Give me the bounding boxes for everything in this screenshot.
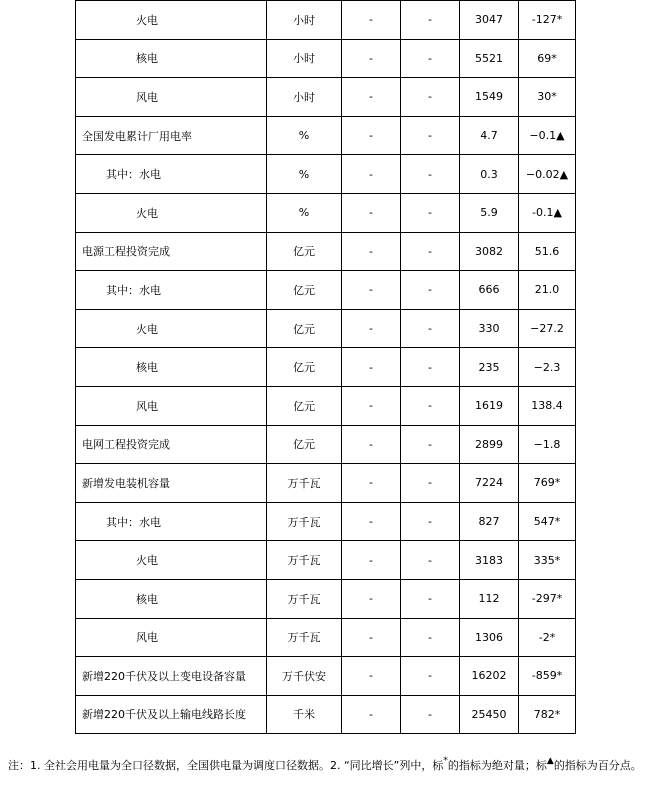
period-change-cell-text: - xyxy=(428,283,432,297)
yoy-change-cell-text: −0.1▲ xyxy=(529,129,565,143)
period-change-cell-text: - xyxy=(428,437,432,451)
unit-cell xyxy=(267,695,342,734)
period-change-cell xyxy=(401,425,460,464)
indicator-name-text: 核电 xyxy=(136,52,158,66)
cumulative-value-cell-text: 330 xyxy=(478,322,500,336)
period-value-cell-text: - xyxy=(369,90,373,104)
indicator-name xyxy=(76,541,267,580)
footnote-text-1: 注：1. 全社会用电量为全口径数据，全国供电量为调度口径数据。2. “同比增长”列中，标 xyxy=(8,759,444,772)
yoy-change-cell-text: 769* xyxy=(533,476,561,490)
yoy-change-cell xyxy=(519,155,576,194)
table-row xyxy=(76,155,576,194)
period-value-cell-text: - xyxy=(369,437,373,451)
unit-cell-text: % xyxy=(298,129,310,143)
cumulative-value-cell xyxy=(460,386,519,425)
cumulative-value-cell xyxy=(460,695,519,734)
unit-cell-text: 万千伏安 xyxy=(282,669,326,683)
table-row xyxy=(76,657,576,696)
yoy-change-cell-text: 69* xyxy=(537,51,557,65)
star-mark: * xyxy=(443,756,448,766)
indicator-name-text: 核电 xyxy=(136,361,158,375)
indicator-name-text: 新增220千伏及以上变电设备容量 xyxy=(82,669,246,683)
unit-cell-text: % xyxy=(298,206,310,220)
unit-cell-text: 亿元 xyxy=(293,399,315,413)
yoy-change-cell-text: -297* xyxy=(531,592,563,606)
period-change-cell-text: - xyxy=(428,51,432,65)
indicator-name-text: 电源工程投资完成 xyxy=(82,245,170,259)
period-change-cell-text: - xyxy=(428,515,432,529)
unit-cell-text: 亿元 xyxy=(293,361,315,375)
indicator-name xyxy=(76,271,267,310)
cumulative-value-cell-text: 666 xyxy=(478,283,500,297)
cumulative-value-cell xyxy=(460,39,519,78)
cumulative-value-cell xyxy=(460,502,519,541)
table-row xyxy=(76,309,576,348)
table-row xyxy=(76,116,576,155)
cumulative-value-cell xyxy=(460,193,519,232)
yoy-change-cell xyxy=(519,309,576,348)
cumulative-value-cell-text: 4.7 xyxy=(480,129,498,143)
yoy-change-cell-text: −27.2 xyxy=(530,322,564,336)
period-change-cell xyxy=(401,695,460,734)
period-change-cell xyxy=(401,502,460,541)
cumulative-value-cell-text: 25450 xyxy=(471,707,507,721)
cumulative-value-cell xyxy=(460,348,519,387)
unit-cell-text: 万千瓦 xyxy=(287,592,321,606)
period-value-cell xyxy=(342,425,401,464)
yoy-change-cell xyxy=(519,464,576,503)
cumulative-value-cell xyxy=(460,155,519,194)
period-change-cell xyxy=(401,348,460,387)
period-change-cell-text: - xyxy=(428,592,432,606)
table-row xyxy=(76,425,576,464)
cumulative-value-cell xyxy=(460,579,519,618)
cumulative-value-cell-text: 5.9 xyxy=(480,206,498,220)
cumulative-value-cell xyxy=(460,618,519,657)
indicator-name xyxy=(76,618,267,657)
unit-cell xyxy=(267,348,342,387)
table-row xyxy=(76,348,576,387)
indicator-name xyxy=(76,1,267,40)
unit-cell-text: 小时 xyxy=(293,52,315,66)
indicator-name-text: 风电 xyxy=(136,631,158,645)
indicator-name xyxy=(76,695,267,734)
unit-cell-text: 万千瓦 xyxy=(287,476,321,490)
period-value-cell-text: - xyxy=(369,167,373,181)
indicator-name-text: 电网工程投资完成 xyxy=(82,438,170,452)
yoy-change-cell xyxy=(519,386,576,425)
period-value-cell-text: - xyxy=(369,515,373,529)
yoy-change-cell xyxy=(519,502,576,541)
unit-cell-text: 小时 xyxy=(293,90,315,104)
cumulative-value-cell xyxy=(460,78,519,117)
period-change-cell xyxy=(401,309,460,348)
cumulative-value-cell-text: 3183 xyxy=(475,553,503,567)
table-row xyxy=(76,193,576,232)
period-value-cell xyxy=(342,464,401,503)
yoy-change-cell-text: 51.6 xyxy=(534,244,560,258)
period-value-cell xyxy=(342,193,401,232)
indicator-name-text: 其中：水电 xyxy=(106,515,161,529)
indicator-name-text: 风电 xyxy=(136,90,158,104)
yoy-change-cell xyxy=(519,541,576,580)
triangle-mark: ▲ xyxy=(546,756,554,766)
period-change-cell-text: - xyxy=(428,322,432,336)
period-value-cell-text: - xyxy=(369,707,373,721)
yoy-change-cell-text: -0.1▲ xyxy=(532,206,562,220)
period-value-cell-text: - xyxy=(369,592,373,606)
period-value-cell-text: - xyxy=(369,399,373,413)
indicator-name-text: 火电 xyxy=(136,554,158,568)
unit-cell xyxy=(267,78,342,117)
cumulative-value-cell-text: 7224 xyxy=(475,476,503,490)
period-change-cell xyxy=(401,464,460,503)
period-change-cell xyxy=(401,116,460,155)
unit-cell xyxy=(267,579,342,618)
period-value-cell-text: - xyxy=(369,476,373,490)
indicator-name xyxy=(76,579,267,618)
yoy-change-cell xyxy=(519,78,576,117)
yoy-change-cell xyxy=(519,425,576,464)
table-row xyxy=(76,464,576,503)
yoy-change-cell-text: -127* xyxy=(531,13,563,27)
period-value-cell xyxy=(342,232,401,271)
period-value-cell xyxy=(342,155,401,194)
indicator-name-text: 火电 xyxy=(136,322,158,336)
period-change-cell-text: - xyxy=(428,90,432,104)
period-change-cell-text: - xyxy=(428,13,432,27)
cumulative-value-cell-text: 235 xyxy=(478,360,500,374)
cumulative-value-cell xyxy=(460,425,519,464)
cumulative-value-cell-text: 0.3 xyxy=(480,167,498,181)
yoy-change-cell-text: 138.4 xyxy=(531,399,563,413)
cumulative-value-cell-text: 1306 xyxy=(475,630,503,644)
unit-cell xyxy=(267,232,342,271)
yoy-change-cell xyxy=(519,271,576,310)
footnote-text-2: 的指标为绝对量；标 xyxy=(447,759,547,772)
indicator-name xyxy=(76,309,267,348)
yoy-change-cell-text: -859* xyxy=(531,669,563,683)
statistics-table xyxy=(75,0,576,734)
indicator-name-text: 新增发电装机容量 xyxy=(82,476,170,490)
period-change-cell xyxy=(401,232,460,271)
table-row xyxy=(76,541,576,580)
unit-cell xyxy=(267,155,342,194)
period-value-cell-text: - xyxy=(369,360,373,374)
period-change-cell xyxy=(401,155,460,194)
period-value-cell xyxy=(342,618,401,657)
unit-cell-text: 亿元 xyxy=(293,245,315,259)
cumulative-value-cell xyxy=(460,657,519,696)
yoy-change-cell xyxy=(519,193,576,232)
yoy-change-cell-text: 21.0 xyxy=(534,283,560,297)
footnote xyxy=(8,756,656,777)
cumulative-value-cell-text: 5521 xyxy=(475,51,503,65)
cumulative-value-cell xyxy=(460,541,519,580)
period-value-cell xyxy=(342,695,401,734)
indicator-name-text: 新增220千伏及以上输电线路长度 xyxy=(82,708,246,722)
cumulative-value-cell xyxy=(460,309,519,348)
yoy-change-cell-text: 547* xyxy=(533,515,561,529)
table-row xyxy=(76,695,576,734)
indicator-name xyxy=(76,193,267,232)
table-row xyxy=(76,271,576,310)
yoy-change-cell-text: −2.3 xyxy=(533,360,561,374)
period-change-cell-text: - xyxy=(428,129,432,143)
yoy-change-cell-text: 782* xyxy=(533,707,561,721)
period-change-cell-text: - xyxy=(428,399,432,413)
yoy-change-cell-text: 30* xyxy=(537,90,557,104)
cumulative-value-cell-text: 3082 xyxy=(475,244,503,258)
period-change-cell-text: - xyxy=(428,206,432,220)
period-change-cell xyxy=(401,657,460,696)
unit-cell xyxy=(267,425,342,464)
yoy-change-cell xyxy=(519,695,576,734)
cumulative-value-cell-text: 3047 xyxy=(475,13,503,27)
period-value-cell xyxy=(342,348,401,387)
indicator-name-text: 火电 xyxy=(136,13,158,27)
period-change-cell-text: - xyxy=(428,669,432,683)
period-change-cell xyxy=(401,78,460,117)
cumulative-value-cell-text: 112 xyxy=(478,592,500,606)
period-change-cell-text: - xyxy=(428,630,432,644)
cumulative-value-cell-text: 16202 xyxy=(471,669,507,683)
period-change-cell xyxy=(401,39,460,78)
indicator-name-text: 核电 xyxy=(136,592,158,606)
unit-cell xyxy=(267,464,342,503)
unit-cell xyxy=(267,309,342,348)
indicator-name xyxy=(76,348,267,387)
period-value-cell xyxy=(342,386,401,425)
unit-cell-text: 万千瓦 xyxy=(287,554,321,568)
unit-cell xyxy=(267,541,342,580)
table-row xyxy=(76,1,576,40)
period-value-cell-text: - xyxy=(369,322,373,336)
yoy-change-cell xyxy=(519,116,576,155)
indicator-name xyxy=(76,425,267,464)
unit-cell xyxy=(267,193,342,232)
period-value-cell-text: - xyxy=(369,553,373,567)
period-change-cell xyxy=(401,618,460,657)
period-value-cell xyxy=(342,657,401,696)
period-value-cell xyxy=(342,1,401,40)
period-value-cell xyxy=(342,309,401,348)
unit-cell-text: 万千瓦 xyxy=(287,631,321,645)
unit-cell xyxy=(267,116,342,155)
period-value-cell xyxy=(342,78,401,117)
period-change-cell-text: - xyxy=(428,167,432,181)
table-row xyxy=(76,39,576,78)
period-change-cell xyxy=(401,541,460,580)
period-change-cell-text: - xyxy=(428,360,432,374)
unit-cell-text: % xyxy=(298,167,310,181)
period-change-cell-text: - xyxy=(428,707,432,721)
unit-cell xyxy=(267,271,342,310)
cumulative-value-cell xyxy=(460,116,519,155)
period-value-cell xyxy=(342,271,401,310)
yoy-change-cell xyxy=(519,39,576,78)
unit-cell-text: 小时 xyxy=(293,13,315,27)
yoy-change-cell-text: 335* xyxy=(533,553,561,567)
unit-cell xyxy=(267,502,342,541)
period-change-cell xyxy=(401,193,460,232)
indicator-name xyxy=(76,386,267,425)
period-value-cell xyxy=(342,116,401,155)
period-change-cell-text: - xyxy=(428,476,432,490)
period-value-cell-text: - xyxy=(369,13,373,27)
indicator-name xyxy=(76,39,267,78)
indicator-name xyxy=(76,464,267,503)
yoy-change-cell-text: -2* xyxy=(538,630,556,644)
period-change-cell xyxy=(401,271,460,310)
unit-cell xyxy=(267,39,342,78)
cumulative-value-cell-text: 2899 xyxy=(475,437,503,451)
indicator-name xyxy=(76,657,267,696)
period-value-cell-text: - xyxy=(369,244,373,258)
indicator-name xyxy=(76,232,267,271)
indicator-name-text: 其中：水电 xyxy=(106,168,161,182)
period-value-cell xyxy=(342,39,401,78)
indicator-name-text: 火电 xyxy=(136,206,158,220)
period-change-cell xyxy=(401,386,460,425)
period-value-cell-text: - xyxy=(369,669,373,683)
indicator-name xyxy=(76,502,267,541)
period-value-cell-text: - xyxy=(369,129,373,143)
table-row xyxy=(76,618,576,657)
unit-cell-text: 千米 xyxy=(293,708,315,722)
yoy-change-cell xyxy=(519,618,576,657)
period-change-cell xyxy=(401,1,460,40)
cumulative-value-cell xyxy=(460,464,519,503)
period-value-cell-text: - xyxy=(369,630,373,644)
table-row xyxy=(76,78,576,117)
period-change-cell xyxy=(401,579,460,618)
yoy-change-cell xyxy=(519,1,576,40)
yoy-change-cell-text: −1.8 xyxy=(533,437,561,451)
period-change-cell-text: - xyxy=(428,244,432,258)
indicator-name-text: 风电 xyxy=(136,399,158,413)
unit-cell-text: 万千瓦 xyxy=(287,515,321,529)
unit-cell xyxy=(267,1,342,40)
period-value-cell xyxy=(342,579,401,618)
cumulative-value-cell xyxy=(460,1,519,40)
unit-cell-text: 亿元 xyxy=(293,322,315,336)
table-row xyxy=(76,232,576,271)
cumulative-value-cell-text: 1619 xyxy=(475,399,503,413)
unit-cell xyxy=(267,657,342,696)
period-change-cell-text: - xyxy=(428,553,432,567)
footnote-text-3: 的指标为百分点。 xyxy=(553,759,642,772)
period-value-cell-text: - xyxy=(369,283,373,297)
yoy-change-cell xyxy=(519,232,576,271)
cumulative-value-cell-text: 827 xyxy=(478,515,500,529)
indicator-name xyxy=(76,78,267,117)
yoy-change-cell xyxy=(519,348,576,387)
yoy-change-cell xyxy=(519,579,576,618)
yoy-change-cell xyxy=(519,657,576,696)
unit-cell-text: 亿元 xyxy=(293,283,315,297)
unit-cell-text: 亿元 xyxy=(293,438,315,452)
unit-cell xyxy=(267,386,342,425)
cumulative-value-cell-text: 1549 xyxy=(475,90,503,104)
indicator-name-text: 全国发电累计厂用电率 xyxy=(82,129,192,143)
table-row xyxy=(76,579,576,618)
period-value-cell-text: - xyxy=(369,51,373,65)
indicator-name xyxy=(76,116,267,155)
indicator-name xyxy=(76,155,267,194)
yoy-change-cell-text: −0.02▲ xyxy=(525,167,569,181)
cumulative-value-cell xyxy=(460,232,519,271)
period-value-cell xyxy=(342,541,401,580)
unit-cell xyxy=(267,618,342,657)
period-value-cell xyxy=(342,502,401,541)
table-body xyxy=(76,1,576,734)
table-row xyxy=(76,502,576,541)
period-value-cell-text: - xyxy=(369,206,373,220)
indicator-name-text: 其中：水电 xyxy=(106,283,161,297)
table-row xyxy=(76,386,576,425)
cumulative-value-cell xyxy=(460,271,519,310)
